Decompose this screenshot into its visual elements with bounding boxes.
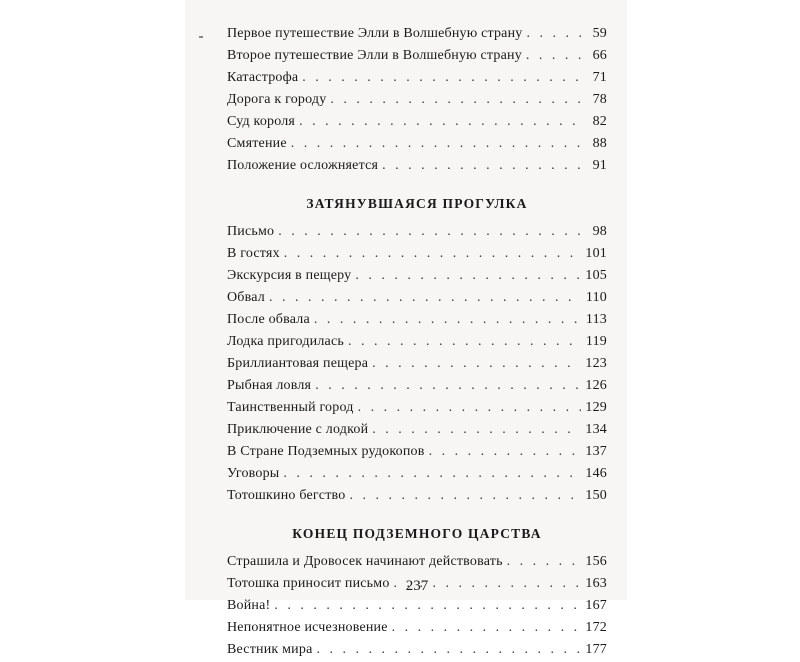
- entry-page: 88: [592, 136, 607, 151]
- toc-entry: [227, 114, 607, 134]
- entry-page: 156: [585, 554, 607, 569]
- entry-page: 146: [585, 466, 607, 481]
- toc-entry: [227, 488, 607, 508]
- leader-dots: [314, 312, 582, 328]
- leader-dots: [274, 598, 581, 614]
- entry-page: 82: [592, 114, 607, 129]
- leader-dots: [349, 488, 581, 504]
- entry-page: 123: [585, 356, 607, 371]
- entry-title: Письмо: [227, 224, 275, 239]
- entry-title: Положение осложняется: [227, 158, 379, 173]
- leader-dots: [358, 400, 582, 416]
- entry-title: Катастрофа: [227, 70, 299, 85]
- entry-title: Тотошкино бегство: [227, 488, 346, 503]
- entry-title: Страшила и Дровосек начинают действовать: [227, 554, 503, 569]
- entry-page: 78: [592, 92, 607, 107]
- leader-dots: [330, 92, 583, 108]
- leader-dots: [372, 356, 581, 372]
- entry-page: 113: [585, 312, 607, 327]
- leader-dots: [527, 26, 584, 42]
- toc-entry: [227, 620, 607, 640]
- toc-entry: [227, 598, 607, 618]
- toc-entry: [227, 400, 607, 420]
- section-heading: КОНЕЦ ПОДЗЕМНОГО ЦАРСТВА: [292, 526, 542, 541]
- entry-title: Дорога к городу: [227, 92, 327, 107]
- entry-title: Обвал: [227, 290, 265, 305]
- toc-entry: [227, 444, 607, 464]
- entry-title: Рыбная ловля: [227, 378, 312, 393]
- leader-dots: [392, 620, 582, 636]
- leader-dots: [507, 554, 582, 570]
- leader-dots: [291, 136, 583, 152]
- leader-dots: [283, 466, 581, 482]
- entry-page: 59: [592, 26, 607, 41]
- entry-title: Второе путешествие Элли в Волшебную страну: [227, 48, 522, 63]
- leader-dots: [269, 290, 582, 306]
- leader-dots: [302, 70, 583, 86]
- entry-page: 134: [585, 422, 607, 437]
- toc-entry: [227, 136, 607, 156]
- entry-title: Смятение: [227, 136, 287, 151]
- toc-entry: [227, 26, 607, 46]
- section-heading: ЗАТЯНУВШАЯСЯ ПРОГУЛКА: [306, 196, 528, 211]
- entry-page: 110: [585, 290, 607, 305]
- entry-page: 126: [585, 378, 607, 393]
- entry-page: 105: [585, 268, 607, 283]
- entry-title: Суд короля: [227, 114, 296, 129]
- toc-entry: [227, 290, 607, 310]
- leader-dots: [278, 224, 583, 240]
- entry-page: 98: [592, 224, 607, 239]
- entry-title: Война!: [227, 598, 271, 613]
- entry-title: Таинственный город: [227, 400, 354, 415]
- entry-page: 167: [585, 598, 607, 613]
- entry-title: Бриллиантовая пещера: [227, 356, 369, 371]
- leader-dots: [315, 378, 581, 394]
- entry-page: 172: [585, 620, 607, 635]
- leader-dots: [348, 334, 582, 350]
- toc-entry: [227, 48, 607, 68]
- entry-page: 129: [585, 400, 607, 415]
- print-mark: [199, 36, 203, 38]
- entry-page: 71: [592, 70, 607, 85]
- leader-dots: [299, 114, 583, 130]
- entry-page: 137: [585, 444, 607, 459]
- toc-entry: [227, 92, 607, 112]
- toc-entry: [227, 422, 607, 442]
- entry-title: Уговоры: [227, 466, 280, 481]
- entry-title: Тотошка приносит письмо: [227, 576, 390, 591]
- leader-dots: [372, 422, 581, 438]
- entry-page: 163: [585, 576, 607, 591]
- page-number: 237: [405, 578, 429, 594]
- entry-page: 66: [592, 48, 607, 63]
- toc-entry: [227, 642, 607, 662]
- toc-entry: [227, 246, 607, 266]
- entry-title: Приключение с лодкой: [227, 422, 369, 437]
- entry-page: 119: [585, 334, 607, 349]
- toc-entry: [227, 378, 607, 398]
- entry-page: 177: [585, 642, 607, 657]
- toc-entry: [227, 70, 607, 90]
- entry-title: Вестник мира: [227, 642, 313, 657]
- leader-dots: [284, 246, 582, 262]
- leader-dots: [526, 48, 583, 64]
- toc-entry: [227, 554, 607, 574]
- entry-title: Первое путешествие Элли в Волшебную страну: [227, 26, 523, 41]
- toc-entry: [227, 312, 607, 332]
- entry-title: После обвала: [227, 312, 310, 327]
- entry-page: 91: [592, 158, 607, 173]
- entry-page: 101: [585, 246, 607, 261]
- toc-entry: [227, 268, 607, 288]
- toc-entry: [227, 466, 607, 486]
- entry-title: Экскурсия в пещеру: [227, 268, 352, 283]
- toc-entry: [227, 224, 607, 244]
- leader-dots: [429, 444, 582, 460]
- entry-page: 150: [585, 488, 607, 503]
- toc-entry: [227, 158, 607, 178]
- leader-dots: [316, 642, 581, 658]
- entry-title: В гостях: [227, 246, 280, 261]
- entry-title: Лодка пригодилась: [227, 334, 344, 349]
- leader-dots: [355, 268, 581, 284]
- entry-title: Непонятное исчезновение: [227, 620, 388, 635]
- leader-dots: [382, 158, 583, 174]
- toc-entry: [227, 334, 607, 354]
- toc-entry: [227, 356, 607, 376]
- entry-title: В Стране Подземных рудокопов: [227, 444, 425, 459]
